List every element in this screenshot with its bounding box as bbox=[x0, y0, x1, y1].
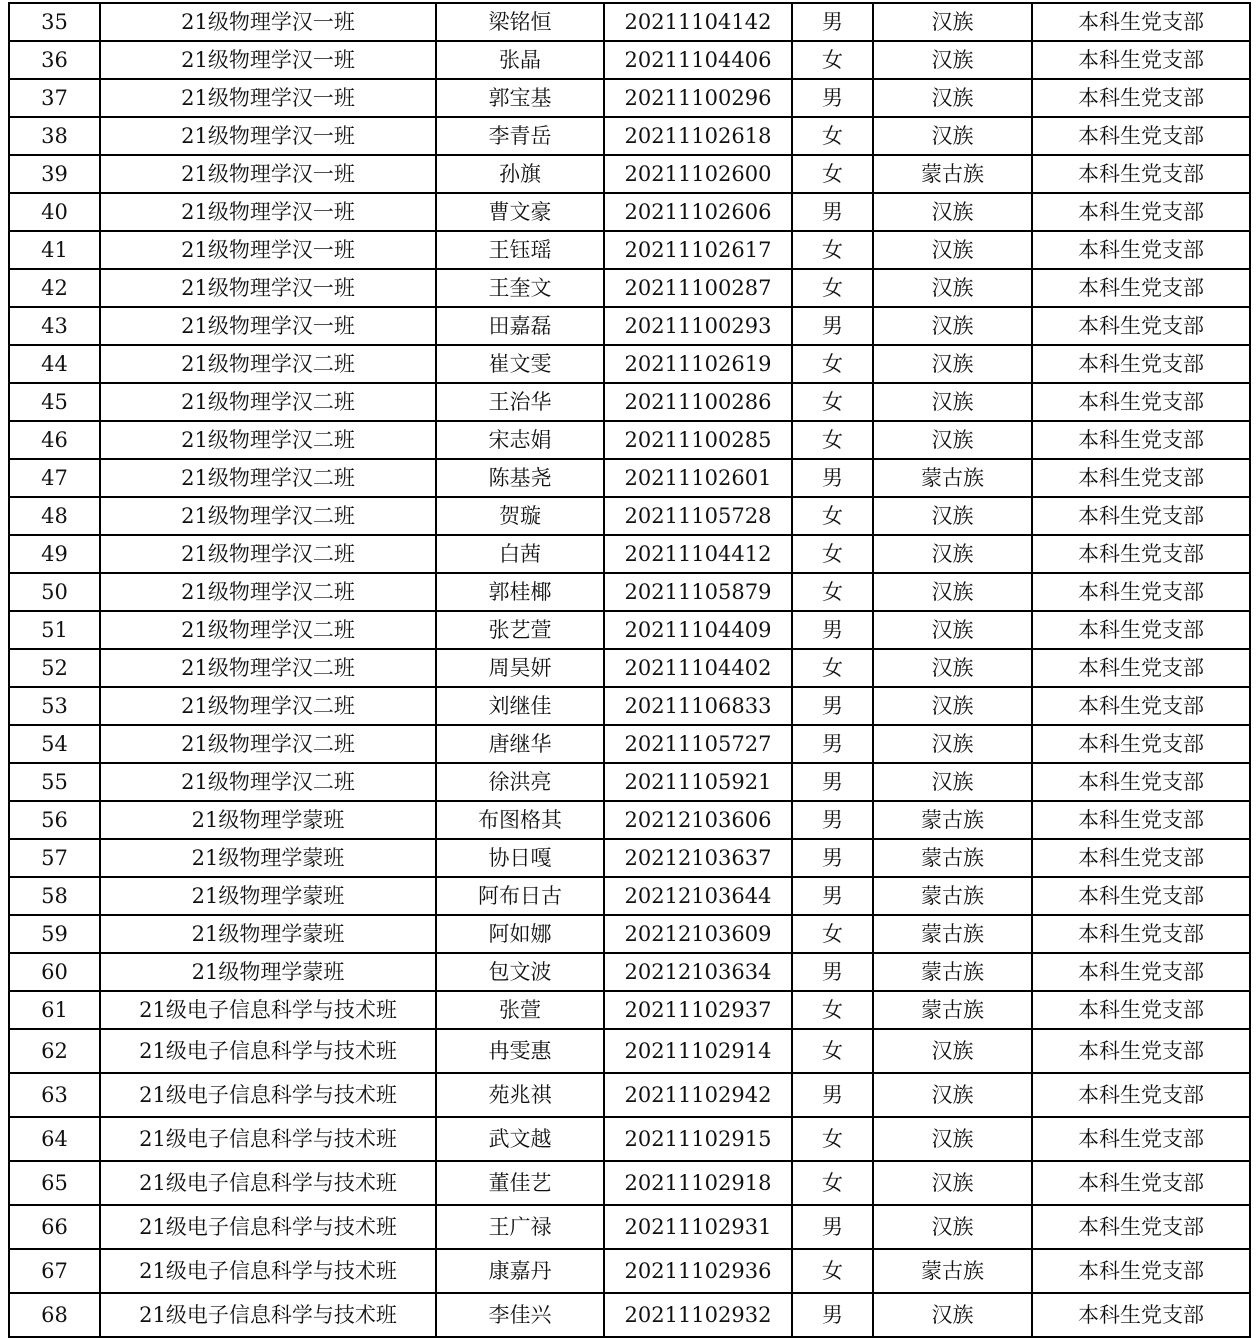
student-name-cell: 周昊妍 bbox=[436, 649, 604, 687]
class-name-cell: 21级电子信息科学与技术班 bbox=[100, 1029, 436, 1073]
student-name-cell: 董佳艺 bbox=[436, 1161, 604, 1205]
table-row bbox=[9, 915, 1250, 953]
party-branch-cell: 本科生党支部 bbox=[1032, 915, 1250, 953]
student-id-cell: 20211102942 bbox=[604, 1073, 792, 1117]
gender-cell: 男 bbox=[792, 1073, 873, 1117]
roster-body bbox=[9, 3, 1250, 1337]
student-id-cell: 20211102606 bbox=[604, 193, 792, 231]
class-name-cell: 21级物理学汉一班 bbox=[100, 193, 436, 231]
gender-cell: 男 bbox=[792, 1205, 873, 1249]
class-name-cell: 21级物理学汉一班 bbox=[100, 269, 436, 307]
class-name-cell: 21级物理学汉二班 bbox=[100, 459, 436, 497]
ethnicity-cell: 汉族 bbox=[873, 307, 1032, 345]
gender-cell: 女 bbox=[792, 1117, 873, 1161]
party-branch-cell: 本科生党支部 bbox=[1032, 991, 1250, 1029]
table-row bbox=[9, 3, 1250, 41]
student-id-cell: 20211100296 bbox=[604, 79, 792, 117]
roster-table bbox=[8, 2, 1251, 1338]
party-branch-cell: 本科生党支部 bbox=[1032, 269, 1250, 307]
row-number-cell: 55 bbox=[9, 763, 100, 801]
party-branch-cell: 本科生党支部 bbox=[1032, 953, 1250, 991]
table-row bbox=[9, 1293, 1250, 1337]
ethnicity-cell: 汉族 bbox=[873, 3, 1032, 41]
student-name-cell: 张萱 bbox=[436, 991, 604, 1029]
student-name-cell: 武文越 bbox=[436, 1117, 604, 1161]
gender-cell: 女 bbox=[792, 1249, 873, 1293]
class-name-cell: 21级电子信息科学与技术班 bbox=[100, 991, 436, 1029]
table-row bbox=[9, 991, 1250, 1029]
row-number-cell: 40 bbox=[9, 193, 100, 231]
ethnicity-cell: 汉族 bbox=[873, 1029, 1032, 1073]
gender-cell: 女 bbox=[792, 117, 873, 155]
table-row bbox=[9, 1029, 1250, 1073]
party-branch-cell: 本科生党支部 bbox=[1032, 117, 1250, 155]
gender-cell: 男 bbox=[792, 459, 873, 497]
student-name-cell: 布图格其 bbox=[436, 801, 604, 839]
ethnicity-cell: 汉族 bbox=[873, 231, 1032, 269]
class-name-cell: 21级物理学汉二班 bbox=[100, 421, 436, 459]
table-row bbox=[9, 611, 1250, 649]
student-name-cell: 孙旗 bbox=[436, 155, 604, 193]
gender-cell: 女 bbox=[792, 231, 873, 269]
table-row bbox=[9, 1249, 1250, 1293]
ethnicity-cell: 蒙古族 bbox=[873, 1249, 1032, 1293]
student-id-cell: 20211100293 bbox=[604, 307, 792, 345]
table-row bbox=[9, 725, 1250, 763]
student-id-cell: 20211105728 bbox=[604, 497, 792, 535]
table-row bbox=[9, 763, 1250, 801]
table-row bbox=[9, 687, 1250, 725]
ethnicity-cell: 汉族 bbox=[873, 1073, 1032, 1117]
party-branch-cell: 本科生党支部 bbox=[1032, 3, 1250, 41]
row-number-cell: 50 bbox=[9, 573, 100, 611]
student-id-cell: 20211102932 bbox=[604, 1293, 792, 1337]
table-row bbox=[9, 877, 1250, 915]
row-number-cell: 37 bbox=[9, 79, 100, 117]
table-row bbox=[9, 117, 1250, 155]
row-number-cell: 59 bbox=[9, 915, 100, 953]
ethnicity-cell: 蒙古族 bbox=[873, 953, 1032, 991]
party-branch-cell: 本科生党支部 bbox=[1032, 1117, 1250, 1161]
ethnicity-cell: 蒙古族 bbox=[873, 459, 1032, 497]
row-number-cell: 36 bbox=[9, 41, 100, 79]
ethnicity-cell: 汉族 bbox=[873, 1161, 1032, 1205]
class-name-cell: 21级电子信息科学与技术班 bbox=[100, 1073, 436, 1117]
party-branch-cell: 本科生党支部 bbox=[1032, 725, 1250, 763]
party-branch-cell: 本科生党支部 bbox=[1032, 1249, 1250, 1293]
party-branch-cell: 本科生党支部 bbox=[1032, 421, 1250, 459]
student-id-cell: 20211104402 bbox=[604, 649, 792, 687]
student-name-cell: 宋志娟 bbox=[436, 421, 604, 459]
student-name-cell: 张晶 bbox=[436, 41, 604, 79]
class-name-cell: 21级物理学蒙班 bbox=[100, 915, 436, 953]
table-row bbox=[9, 231, 1250, 269]
ethnicity-cell: 汉族 bbox=[873, 763, 1032, 801]
ethnicity-cell: 蒙古族 bbox=[873, 801, 1032, 839]
row-number-cell: 63 bbox=[9, 1073, 100, 1117]
row-number-cell: 46 bbox=[9, 421, 100, 459]
ethnicity-cell: 汉族 bbox=[873, 41, 1032, 79]
table-row bbox=[9, 269, 1250, 307]
class-name-cell: 21级物理学汉二班 bbox=[100, 649, 436, 687]
party-branch-cell: 本科生党支部 bbox=[1032, 345, 1250, 383]
student-id-cell: 20211104409 bbox=[604, 611, 792, 649]
ethnicity-cell: 汉族 bbox=[873, 725, 1032, 763]
party-branch-cell: 本科生党支部 bbox=[1032, 307, 1250, 345]
student-id-cell: 20211102601 bbox=[604, 459, 792, 497]
student-id-cell: 20212103644 bbox=[604, 877, 792, 915]
student-name-cell: 冉雯惠 bbox=[436, 1029, 604, 1073]
student-name-cell: 刘继佳 bbox=[436, 687, 604, 725]
student-id-cell: 20212103637 bbox=[604, 839, 792, 877]
gender-cell: 男 bbox=[792, 801, 873, 839]
table-row bbox=[9, 421, 1250, 459]
table-row bbox=[9, 801, 1250, 839]
class-name-cell: 21级电子信息科学与技术班 bbox=[100, 1249, 436, 1293]
ethnicity-cell: 蒙古族 bbox=[873, 839, 1032, 877]
student-name-cell: 唐继华 bbox=[436, 725, 604, 763]
table-row bbox=[9, 839, 1250, 877]
table-row bbox=[9, 459, 1250, 497]
row-number-cell: 47 bbox=[9, 459, 100, 497]
class-name-cell: 21级物理学汉一班 bbox=[100, 41, 436, 79]
table-row bbox=[9, 1161, 1250, 1205]
student-id-cell: 20211100285 bbox=[604, 421, 792, 459]
gender-cell: 女 bbox=[792, 649, 873, 687]
party-branch-cell: 本科生党支部 bbox=[1032, 535, 1250, 573]
student-name-cell: 崔文雯 bbox=[436, 345, 604, 383]
row-number-cell: 45 bbox=[9, 383, 100, 421]
table-row bbox=[9, 1205, 1250, 1249]
row-number-cell: 42 bbox=[9, 269, 100, 307]
class-name-cell: 21级物理学汉一班 bbox=[100, 231, 436, 269]
row-number-cell: 57 bbox=[9, 839, 100, 877]
row-number-cell: 64 bbox=[9, 1117, 100, 1161]
row-number-cell: 41 bbox=[9, 231, 100, 269]
row-number-cell: 54 bbox=[9, 725, 100, 763]
student-name-cell: 李佳兴 bbox=[436, 1293, 604, 1337]
class-name-cell: 21级物理学汉二班 bbox=[100, 573, 436, 611]
party-branch-cell: 本科生党支部 bbox=[1032, 231, 1250, 269]
class-name-cell: 21级电子信息科学与技术班 bbox=[100, 1205, 436, 1249]
table-row bbox=[9, 193, 1250, 231]
table-row bbox=[9, 1073, 1250, 1117]
row-number-cell: 66 bbox=[9, 1205, 100, 1249]
party-branch-cell: 本科生党支部 bbox=[1032, 459, 1250, 497]
row-number-cell: 52 bbox=[9, 649, 100, 687]
gender-cell: 男 bbox=[792, 687, 873, 725]
party-branch-cell: 本科生党支部 bbox=[1032, 1161, 1250, 1205]
gender-cell: 男 bbox=[792, 839, 873, 877]
row-number-cell: 48 bbox=[9, 497, 100, 535]
party-branch-cell: 本科生党支部 bbox=[1032, 877, 1250, 915]
student-id-cell: 20211102918 bbox=[604, 1161, 792, 1205]
ethnicity-cell: 汉族 bbox=[873, 649, 1032, 687]
class-name-cell: 21级物理学汉二班 bbox=[100, 611, 436, 649]
student-id-cell: 20211102617 bbox=[604, 231, 792, 269]
gender-cell: 女 bbox=[792, 383, 873, 421]
party-branch-cell: 本科生党支部 bbox=[1032, 801, 1250, 839]
ethnicity-cell: 汉族 bbox=[873, 345, 1032, 383]
ethnicity-cell: 汉族 bbox=[873, 117, 1032, 155]
party-branch-cell: 本科生党支部 bbox=[1032, 573, 1250, 611]
party-branch-cell: 本科生党支部 bbox=[1032, 649, 1250, 687]
gender-cell: 女 bbox=[792, 421, 873, 459]
gender-cell: 男 bbox=[792, 193, 873, 231]
class-name-cell: 21级物理学汉二班 bbox=[100, 345, 436, 383]
gender-cell: 男 bbox=[792, 763, 873, 801]
class-name-cell: 21级电子信息科学与技术班 bbox=[100, 1161, 436, 1205]
table-row bbox=[9, 649, 1250, 687]
student-name-cell: 梁铭恒 bbox=[436, 3, 604, 41]
ethnicity-cell: 汉族 bbox=[873, 687, 1032, 725]
ethnicity-cell: 汉族 bbox=[873, 1205, 1032, 1249]
table-row bbox=[9, 307, 1250, 345]
gender-cell: 男 bbox=[792, 79, 873, 117]
ethnicity-cell: 汉族 bbox=[873, 1293, 1032, 1337]
gender-cell: 女 bbox=[792, 1029, 873, 1073]
student-name-cell: 阿布日古 bbox=[436, 877, 604, 915]
student-id-cell: 20212103606 bbox=[604, 801, 792, 839]
student-name-cell: 康嘉丹 bbox=[436, 1249, 604, 1293]
row-number-cell: 49 bbox=[9, 535, 100, 573]
student-name-cell: 郭宝基 bbox=[436, 79, 604, 117]
gender-cell: 男 bbox=[792, 725, 873, 763]
row-number-cell: 62 bbox=[9, 1029, 100, 1073]
ethnicity-cell: 蒙古族 bbox=[873, 991, 1032, 1029]
student-name-cell: 王治华 bbox=[436, 383, 604, 421]
student-id-cell: 20211104142 bbox=[604, 3, 792, 41]
student-id-cell: 20212103609 bbox=[604, 915, 792, 953]
table-row bbox=[9, 573, 1250, 611]
student-name-cell: 张艺萱 bbox=[436, 611, 604, 649]
student-name-cell: 协日嘎 bbox=[436, 839, 604, 877]
row-number-cell: 68 bbox=[9, 1293, 100, 1337]
gender-cell: 女 bbox=[792, 345, 873, 383]
ethnicity-cell: 汉族 bbox=[873, 573, 1032, 611]
gender-cell: 女 bbox=[792, 155, 873, 193]
student-id-cell: 20211102600 bbox=[604, 155, 792, 193]
student-name-cell: 王钰瑶 bbox=[436, 231, 604, 269]
student-id-cell: 20212103634 bbox=[604, 953, 792, 991]
student-name-cell: 田嘉磊 bbox=[436, 307, 604, 345]
class-name-cell: 21级物理学汉一班 bbox=[100, 117, 436, 155]
class-name-cell: 21级物理学汉二班 bbox=[100, 383, 436, 421]
class-name-cell: 21级物理学汉二班 bbox=[100, 763, 436, 801]
party-branch-cell: 本科生党支部 bbox=[1032, 41, 1250, 79]
student-name-cell: 王广禄 bbox=[436, 1205, 604, 1249]
student-name-cell: 李青岳 bbox=[436, 117, 604, 155]
gender-cell: 女 bbox=[792, 269, 873, 307]
ethnicity-cell: 汉族 bbox=[873, 193, 1032, 231]
table-row bbox=[9, 41, 1250, 79]
class-name-cell: 21级物理学汉一班 bbox=[100, 79, 436, 117]
row-number-cell: 56 bbox=[9, 801, 100, 839]
gender-cell: 女 bbox=[792, 41, 873, 79]
row-number-cell: 65 bbox=[9, 1161, 100, 1205]
ethnicity-cell: 汉族 bbox=[873, 421, 1032, 459]
student-id-cell: 20211102619 bbox=[604, 345, 792, 383]
table-row bbox=[9, 345, 1250, 383]
gender-cell: 男 bbox=[792, 611, 873, 649]
student-id-cell: 20211102937 bbox=[604, 991, 792, 1029]
ethnicity-cell: 汉族 bbox=[873, 1117, 1032, 1161]
student-id-cell: 20211102618 bbox=[604, 117, 792, 155]
student-id-cell: 20211102914 bbox=[604, 1029, 792, 1073]
row-number-cell: 61 bbox=[9, 991, 100, 1029]
student-name-cell: 苑兆祺 bbox=[436, 1073, 604, 1117]
party-branch-cell: 本科生党支部 bbox=[1032, 1073, 1250, 1117]
party-branch-cell: 本科生党支部 bbox=[1032, 193, 1250, 231]
student-id-cell: 20211102915 bbox=[604, 1117, 792, 1161]
class-name-cell: 21级物理学蒙班 bbox=[100, 953, 436, 991]
student-name-cell: 陈基尧 bbox=[436, 459, 604, 497]
ethnicity-cell: 蒙古族 bbox=[873, 155, 1032, 193]
class-name-cell: 21级物理学汉二班 bbox=[100, 725, 436, 763]
table-row bbox=[9, 79, 1250, 117]
student-name-cell: 贺璇 bbox=[436, 497, 604, 535]
class-name-cell: 21级物理学汉二班 bbox=[100, 497, 436, 535]
ethnicity-cell: 蒙古族 bbox=[873, 877, 1032, 915]
student-id-cell: 20211105921 bbox=[604, 763, 792, 801]
student-id-cell: 20211106833 bbox=[604, 687, 792, 725]
student-id-cell: 20211105727 bbox=[604, 725, 792, 763]
row-number-cell: 53 bbox=[9, 687, 100, 725]
row-number-cell: 51 bbox=[9, 611, 100, 649]
row-number-cell: 35 bbox=[9, 3, 100, 41]
student-name-cell: 郭桂椰 bbox=[436, 573, 604, 611]
gender-cell: 女 bbox=[792, 1161, 873, 1205]
row-number-cell: 39 bbox=[9, 155, 100, 193]
gender-cell: 女 bbox=[792, 573, 873, 611]
student-id-cell: 20211104412 bbox=[604, 535, 792, 573]
class-name-cell: 21级物理学蒙班 bbox=[100, 801, 436, 839]
gender-cell: 男 bbox=[792, 1293, 873, 1337]
row-number-cell: 67 bbox=[9, 1249, 100, 1293]
party-branch-cell: 本科生党支部 bbox=[1032, 1293, 1250, 1337]
class-name-cell: 21级电子信息科学与技术班 bbox=[100, 1117, 436, 1161]
party-branch-cell: 本科生党支部 bbox=[1032, 155, 1250, 193]
class-name-cell: 21级物理学汉二班 bbox=[100, 535, 436, 573]
party-branch-cell: 本科生党支部 bbox=[1032, 1029, 1250, 1073]
table-row bbox=[9, 1117, 1250, 1161]
gender-cell: 男 bbox=[792, 307, 873, 345]
row-number-cell: 38 bbox=[9, 117, 100, 155]
table-row bbox=[9, 497, 1250, 535]
gender-cell: 男 bbox=[792, 953, 873, 991]
student-name-cell: 阿如娜 bbox=[436, 915, 604, 953]
table-row bbox=[9, 953, 1250, 991]
class-name-cell: 21级物理学蒙班 bbox=[100, 877, 436, 915]
student-name-cell: 王奎文 bbox=[436, 269, 604, 307]
party-branch-cell: 本科生党支部 bbox=[1032, 687, 1250, 725]
table-row bbox=[9, 155, 1250, 193]
party-branch-cell: 本科生党支部 bbox=[1032, 763, 1250, 801]
party-branch-cell: 本科生党支部 bbox=[1032, 79, 1250, 117]
gender-cell: 女 bbox=[792, 497, 873, 535]
gender-cell: 女 bbox=[792, 915, 873, 953]
table-row bbox=[9, 535, 1250, 573]
student-name-cell: 徐洪亮 bbox=[436, 763, 604, 801]
ethnicity-cell: 汉族 bbox=[873, 497, 1032, 535]
row-number-cell: 44 bbox=[9, 345, 100, 383]
student-id-cell: 20211102931 bbox=[604, 1205, 792, 1249]
row-number-cell: 60 bbox=[9, 953, 100, 991]
ethnicity-cell: 汉族 bbox=[873, 611, 1032, 649]
student-id-cell: 20211105879 bbox=[604, 573, 792, 611]
party-branch-cell: 本科生党支部 bbox=[1032, 839, 1250, 877]
class-name-cell: 21级物理学蒙班 bbox=[100, 839, 436, 877]
table-row bbox=[9, 383, 1250, 421]
gender-cell: 女 bbox=[792, 991, 873, 1029]
row-number-cell: 43 bbox=[9, 307, 100, 345]
gender-cell: 男 bbox=[792, 877, 873, 915]
ethnicity-cell: 汉族 bbox=[873, 79, 1032, 117]
student-name-cell: 白茜 bbox=[436, 535, 604, 573]
ethnicity-cell: 汉族 bbox=[873, 535, 1032, 573]
student-name-cell: 曹文豪 bbox=[436, 193, 604, 231]
party-branch-cell: 本科生党支部 bbox=[1032, 611, 1250, 649]
class-name-cell: 21级物理学汉一班 bbox=[100, 307, 436, 345]
class-name-cell: 21级物理学汉二班 bbox=[100, 687, 436, 725]
class-name-cell: 21级电子信息科学与技术班 bbox=[100, 1293, 436, 1337]
row-number-cell: 58 bbox=[9, 877, 100, 915]
gender-cell: 男 bbox=[792, 3, 873, 41]
student-id-cell: 20211104406 bbox=[604, 41, 792, 79]
party-branch-cell: 本科生党支部 bbox=[1032, 1205, 1250, 1249]
ethnicity-cell: 汉族 bbox=[873, 383, 1032, 421]
class-name-cell: 21级物理学汉一班 bbox=[100, 155, 436, 193]
ethnicity-cell: 汉族 bbox=[873, 269, 1032, 307]
student-id-cell: 20211102936 bbox=[604, 1249, 792, 1293]
student-id-cell: 20211100286 bbox=[604, 383, 792, 421]
student-name-cell: 包文波 bbox=[436, 953, 604, 991]
party-branch-cell: 本科生党支部 bbox=[1032, 497, 1250, 535]
student-id-cell: 20211100287 bbox=[604, 269, 792, 307]
gender-cell: 女 bbox=[792, 535, 873, 573]
party-branch-cell: 本科生党支部 bbox=[1032, 383, 1250, 421]
ethnicity-cell: 蒙古族 bbox=[873, 915, 1032, 953]
class-name-cell: 21级物理学汉一班 bbox=[100, 3, 436, 41]
